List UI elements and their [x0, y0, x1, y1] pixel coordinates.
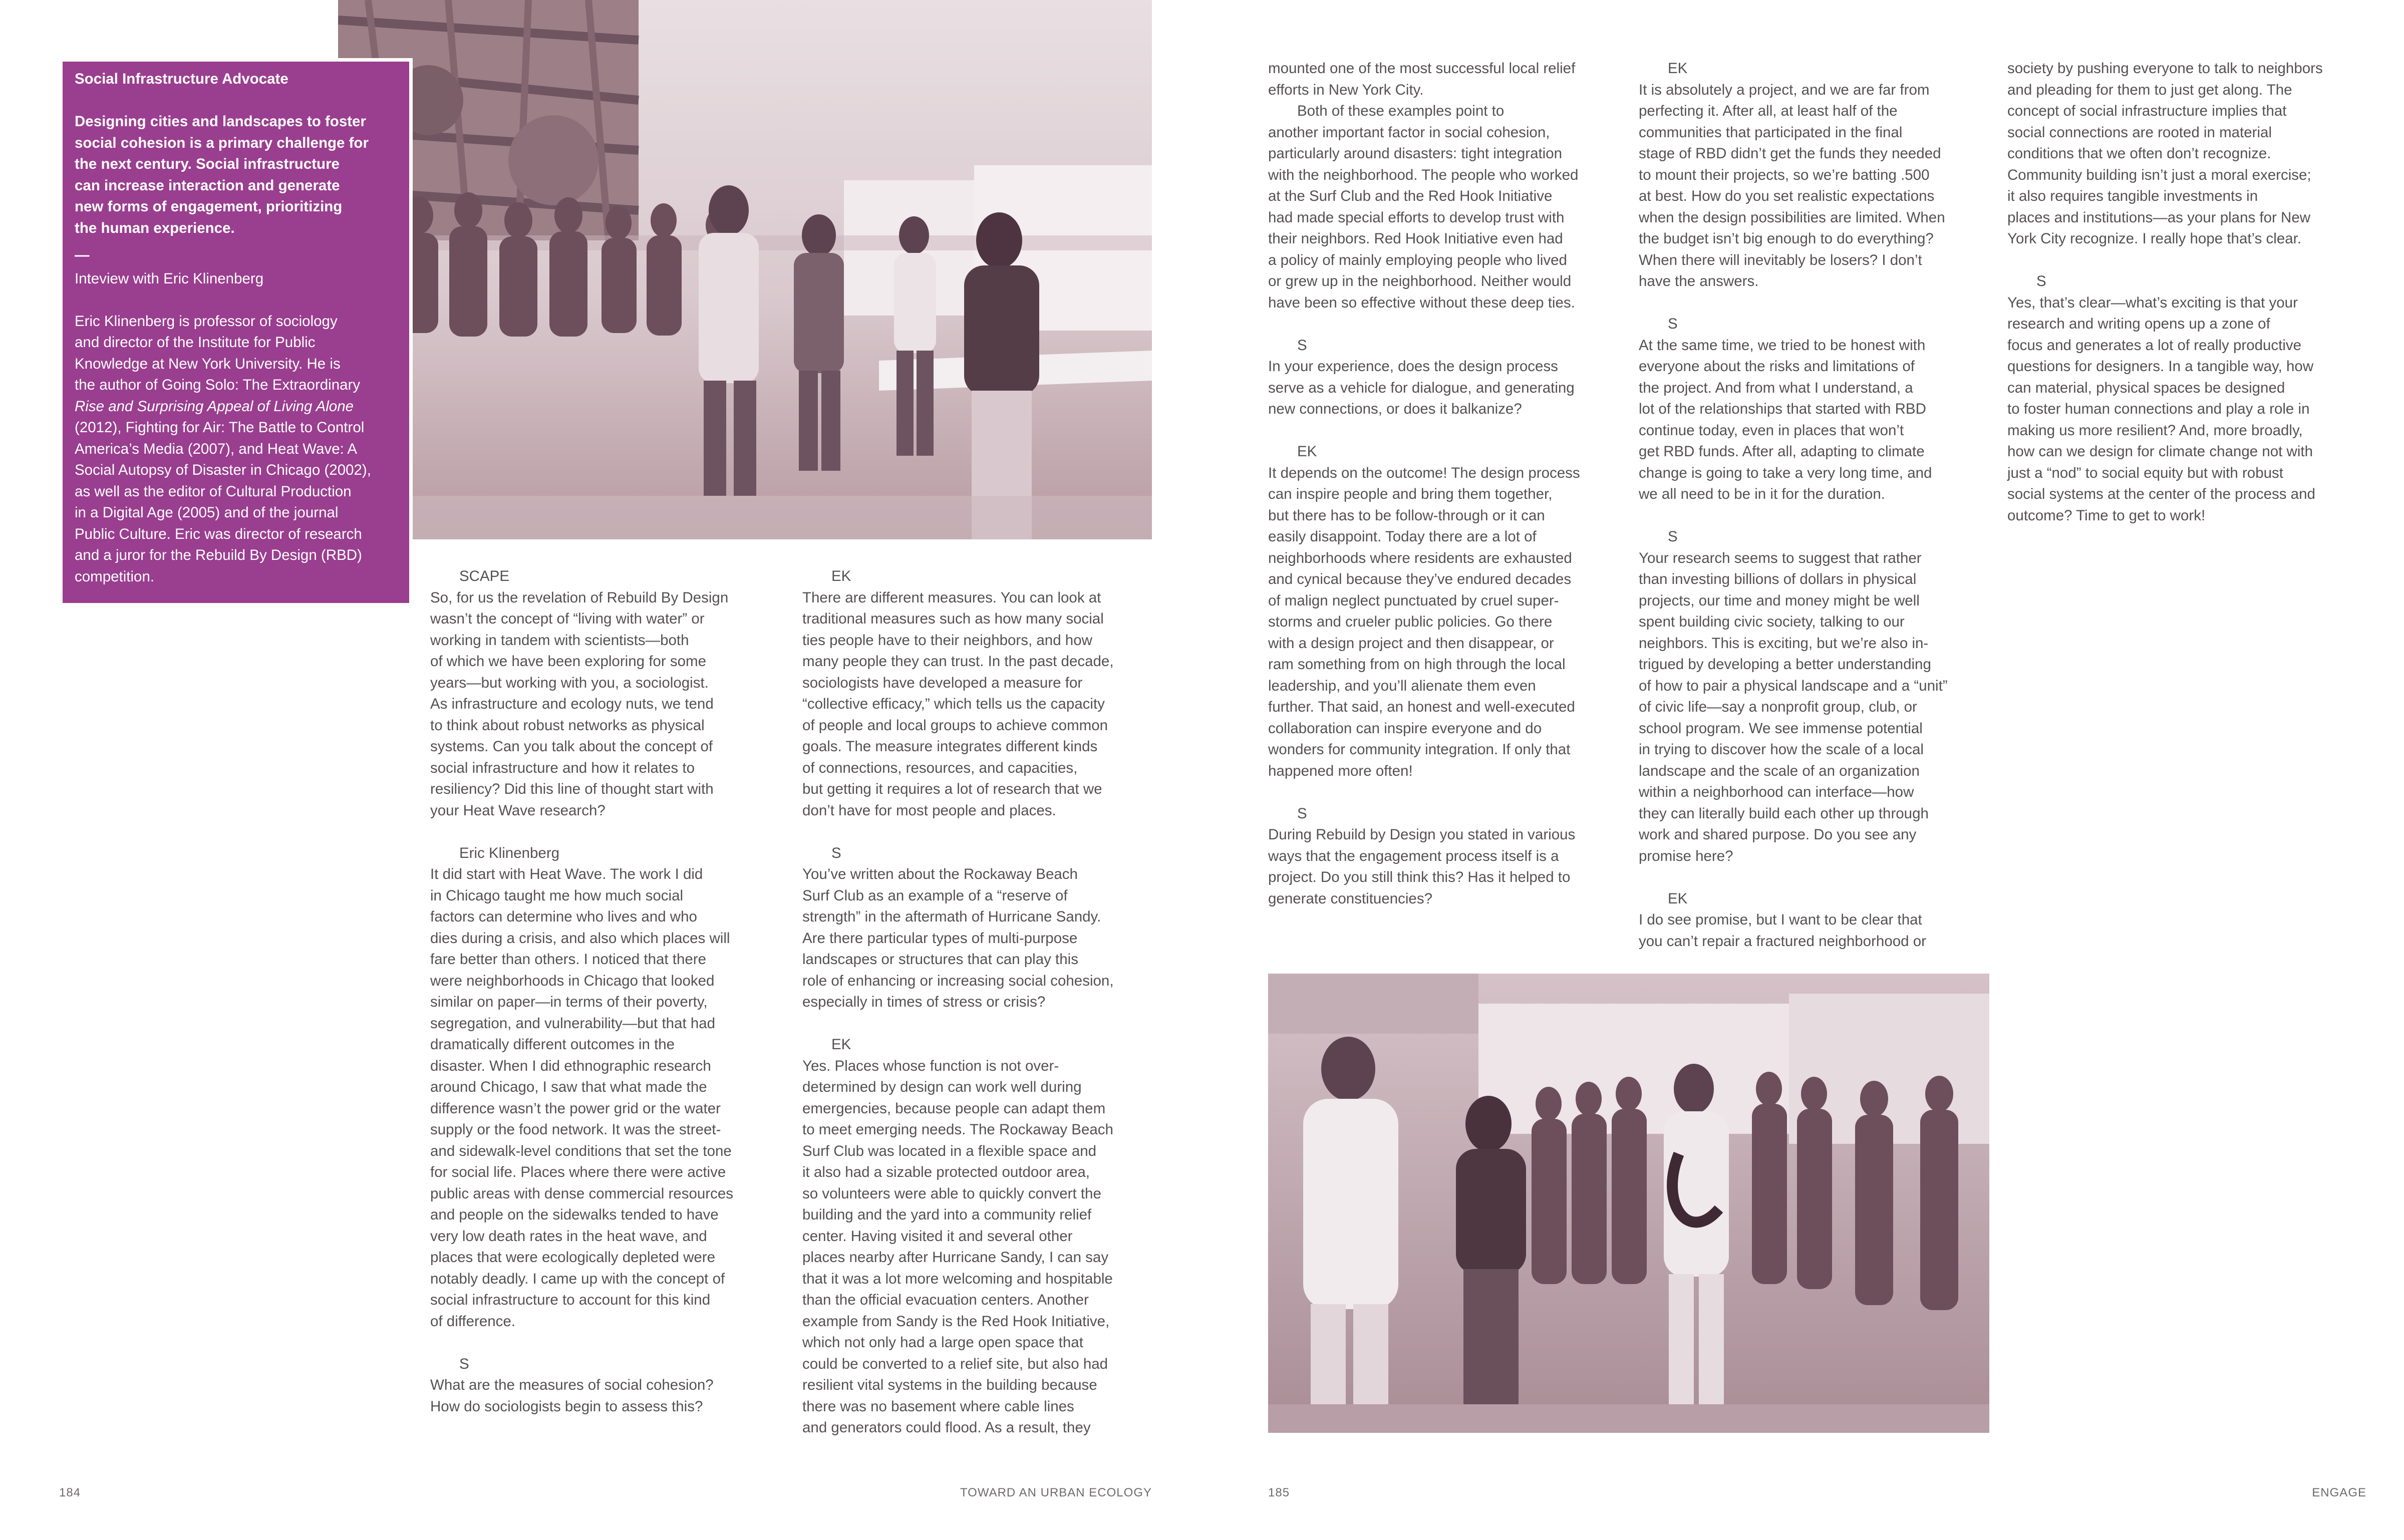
body-line: new connections, or does it balkanize?	[1268, 401, 1522, 417]
body-line: easily disappoint. Today there are a lot of	[1268, 528, 1537, 545]
body-line: ways that the engagement process itself is a	[1268, 847, 1559, 864]
body-line: How do sociologists begin to assess this?	[430, 1398, 703, 1415]
body-line: social infrastructure and how it relates to	[430, 759, 695, 776]
body-line: serve as a vehicle for dialogue, and generating	[1268, 379, 1575, 396]
body-line: within a neighborhood can interface—how	[1639, 784, 1914, 800]
body-line: systems. Can you talk about the concept of	[430, 738, 713, 755]
paragraph-gap	[1639, 292, 1989, 314]
body-line: disaster. When I did ethnographic research	[430, 1057, 711, 1074]
paragraph-gap	[1639, 505, 1989, 527]
body-line: As infrastructure and ecology nuts, we tend	[430, 696, 714, 712]
body-line: factors can determine who lives and who	[430, 908, 697, 925]
body-line: storms and crueler public policies. Go there	[1268, 613, 1553, 630]
body-line: to meet emerging needs. The Rockaway Beach	[802, 1121, 1113, 1138]
body-line: with the neighborhood. The people who worked	[1268, 166, 1579, 183]
folio-right-title: ENGAGE	[2312, 1486, 2366, 1499]
speaker-label: S	[1297, 805, 1307, 822]
body-line: similar on paper—in terms of their poverty,	[430, 994, 708, 1010]
lead-line: social cohesion is a primary challenge for	[75, 134, 369, 151]
body-line: you can’t repair a fractured neighborhood or	[1639, 933, 1926, 950]
body-line: research and writing opens up a zone of	[2007, 316, 2270, 332]
bio-line: Eric Klinenberg is professor of sociology	[75, 313, 338, 330]
body-line: goals. The measure integrates different kinds	[802, 738, 1098, 755]
body-line: Yes. Places whose function is not over-	[802, 1057, 1059, 1074]
body-line: of how to pair a physical landscape and a “unit”	[1639, 677, 1948, 694]
body-line: building and the yard into a community relief	[802, 1206, 1092, 1223]
bio-line: Social Autopsy of Disaster in Chicago (2002),	[75, 462, 371, 478]
body-line: In your experience, does the design process	[1268, 358, 1558, 375]
body-line: Community building isn’t just a moral exercise;	[2007, 166, 2311, 183]
body-line: making us more resilient? And, more broadly,	[2007, 422, 2303, 439]
speaker-label: EK	[1668, 60, 1688, 77]
bio-line: Rise and Surprising Appeal of Living Alone	[75, 398, 354, 415]
body-line: can inspire people and bring them together,	[1268, 486, 1553, 502]
body-line: resiliency? Did this line of thought start with	[430, 781, 714, 797]
paragraph-gap	[1268, 782, 1619, 803]
body-line: emergencies, because people can adapt them	[802, 1100, 1106, 1117]
body-line: Surf Club was located in a flexible space and	[802, 1142, 1097, 1159]
body-line: dramatically different outcomes in the	[430, 1036, 675, 1053]
body-line: During Rebuild by Design you stated in various	[1268, 826, 1576, 843]
body-line: So, for us the revelation of Rebuild By Design	[430, 589, 729, 606]
body-line: they can literally build each other up through	[1639, 805, 1929, 822]
body-line: ties people have to their neighbors, and how	[802, 632, 1092, 649]
body-line: change is going to take a very long time, and	[1639, 464, 1932, 481]
body-line: it also requires tangible investments in	[2007, 188, 2258, 204]
body-line: we all need to be in it for the duration.	[1639, 486, 1885, 502]
lead-line: the human experience.	[75, 219, 235, 236]
body-line: spent building civic society, talking to our	[1639, 613, 1905, 630]
body-line: working in tandem with scientists—both	[430, 632, 689, 649]
sidebar-title: Social Infrastructure Advocate	[75, 71, 288, 87]
body-line: example from Sandy is the Red Hook Initiative,	[802, 1313, 1110, 1330]
body-line: focus and generates a lot of really productive	[2007, 337, 2302, 354]
body-line: It is absolutely a project, and we are far from	[1639, 81, 1930, 98]
body-line: society by pushing everyone to talk to neighbors	[2007, 60, 2323, 77]
body-line: social connections are rooted in material	[2007, 124, 2272, 141]
paragraph-gap	[2007, 250, 2368, 271]
body-line: further. That said, an honest and well-executed	[1268, 699, 1575, 715]
speaker-label: EK	[831, 1036, 851, 1053]
body-line: landscapes or structures that can play this	[802, 951, 1078, 968]
paragraph-gap	[1268, 420, 1619, 442]
body-line: places that were ecologically depleted were	[430, 1249, 716, 1266]
body-line: to think about robust networks as physical	[430, 717, 705, 734]
body-line: and cynical because they’ve endured decades	[1268, 571, 1572, 587]
bio-line: Public Culture. Eric was director of research	[75, 525, 362, 542]
body-line: or grew up in the neighborhood. Neither would	[1268, 273, 1572, 289]
bio-line: (2012), Fighting for Air: The Battle to Control	[75, 419, 365, 436]
body-line: public areas with dense commercial resources	[430, 1185, 734, 1202]
body-line: wonders for community integration. If only that	[1268, 741, 1571, 758]
bio-line: America’s Media (2007), and Heat Wave: A	[75, 440, 358, 457]
body-line: have been so effective without these deep ties.	[1268, 294, 1575, 311]
bio-line: in a Digital Age (2005) and of the journal	[75, 504, 339, 521]
body-line: very low death rates in the heat wave, and	[430, 1227, 707, 1245]
body-line: notably deadly. I came up with the concept of	[430, 1270, 725, 1287]
body-line: Yes, that’s clear—what’s exciting is that your	[2007, 294, 2298, 311]
body-line: communities that participated in the final	[1639, 124, 1903, 141]
body-line: generate constituencies?	[1268, 890, 1433, 907]
body-line: places and institutions—as your plans for New	[2007, 209, 2311, 226]
body-line: traditional measures such as how many social	[802, 610, 1104, 627]
body-line: segregation, and vulnerability—but that had	[430, 1015, 716, 1032]
bio-line: the author of Going Solo: The Extraordinary	[75, 377, 361, 393]
body-line: You’ve written about the Rockaway Beach	[802, 866, 1078, 882]
folio-left-title: TOWARD AN URBAN ECOLOGY	[960, 1486, 1152, 1499]
body-line: had made special efforts to develop trust with	[1268, 209, 1565, 226]
body-line: but getting it requires a lot of research that we	[802, 781, 1102, 797]
body-line: difference wasn’t the power grid or the water	[430, 1100, 721, 1117]
body-line: than investing billions of dollars in physical	[1639, 571, 1917, 587]
body-line: supply or the food network. It was the street-	[430, 1121, 721, 1138]
text-column-3	[1268, 58, 1619, 909]
speaker-label: S	[2036, 273, 2046, 289]
body-line: York City recognize. I really hope that’s clear.	[2007, 230, 2302, 247]
body-line: neighborhoods where residents are exhausted	[1268, 549, 1572, 566]
speaker-label: S	[1668, 316, 1678, 332]
body-line: and sidewalk-level conditions that set the tone	[430, 1142, 732, 1159]
body-line: don’t have for most people and places.	[802, 802, 1056, 819]
body-line: strength” in the aftermath of Hurricane Sandy.	[802, 908, 1101, 925]
sidebar-lead	[75, 111, 397, 239]
body-line: continue today, even in places that won’t	[1639, 422, 1904, 439]
body-line: there was no basement where cable lines	[802, 1398, 1074, 1415]
bio-line: Knowledge at New York University. He is	[75, 355, 341, 372]
body-line: When there will inevitably be losers? I don’t	[1639, 251, 1922, 268]
body-line: project. Do you still think this? Has it helped to	[1268, 869, 1571, 885]
speaker-label: S	[459, 1355, 469, 1372]
body-line: resilient vital systems in the building because	[802, 1377, 1097, 1393]
lead-line: can increase interaction and generate	[75, 177, 340, 194]
speaker-label: SCAPE	[459, 568, 510, 584]
speaker-label: EK	[1668, 890, 1688, 907]
body-line: Are there particular types of multi-purpose	[802, 930, 1078, 947]
speaker-label: EK	[831, 568, 851, 584]
lead-line: new forms of engagement, prioritizing	[75, 198, 343, 215]
body-line: everyone about the risks and limitations of	[1639, 358, 1915, 375]
body-line: your Heat Wave research?	[430, 802, 606, 819]
body-line: center. Having visited it and several other	[802, 1227, 1073, 1245]
sidebar-interview-credit: Inteview with Eric Klinenberg	[75, 270, 264, 287]
body-line: At the same time, we tried to be honest with	[1639, 337, 1926, 354]
body-line: of people and local groups to achieve common	[802, 717, 1108, 734]
body-line: promise here?	[1639, 847, 1733, 864]
body-line: at best. How do you set realistic expectations	[1639, 188, 1935, 204]
paragraph-gap	[430, 821, 776, 843]
body-line: landscape and the scale of an organization	[1639, 762, 1920, 779]
body-line: “collective efficacy,” which tells us the capacity	[802, 696, 1105, 712]
body-line: it also had a sizable protected outdoor area,	[802, 1164, 1090, 1180]
paragraph-gap	[1639, 867, 1989, 888]
text-column-5	[2007, 58, 2368, 526]
folio-left-number: 184	[59, 1486, 81, 1499]
paragraph-gap	[430, 1332, 776, 1354]
body-line: social infrastructure to account for this kind	[430, 1292, 711, 1308]
body-line: with a design project and then disappear, or	[1268, 635, 1554, 652]
body-line: that it was a lot more welcoming and hospitable	[802, 1270, 1113, 1287]
sidebar-bio	[75, 311, 397, 588]
body-line: can material, physical spaces be designed	[2007, 379, 2285, 396]
body-line: how can we design for climate change not with	[2007, 443, 2313, 460]
sidebar-intro-box	[59, 58, 413, 606]
body-line: work and shared purpose. Do you see any	[1639, 826, 1917, 843]
body-line: many people they can trust. In the past decade,	[802, 653, 1114, 670]
paragraph-gap	[1268, 314, 1619, 335]
speaker-label: EK	[1297, 443, 1317, 460]
body-line: years—but working with you, a sociologist.	[430, 674, 709, 691]
text-column-2	[802, 566, 1153, 1439]
body-line: Surf Club as an example of a “reserve of	[802, 887, 1068, 904]
body-line: leadership, and you’ll alienate them even	[1268, 677, 1536, 694]
body-line: It depends on the outcome! The design process	[1268, 464, 1580, 481]
body-line: have the answers.	[1639, 273, 1759, 289]
body-line: their neighbors. Red Hook Initiative even had	[1268, 230, 1563, 247]
paragraph-gap	[802, 1013, 1153, 1035]
body-line: just a “nod” to social equity but with robust	[2007, 464, 2283, 481]
body-line: sociologists have developed a measure for	[802, 674, 1083, 691]
text-column-4	[1639, 58, 1989, 952]
body-line: dies during a crisis, and also which places will	[430, 930, 730, 947]
body-line: and generators could flood. As a result, they	[802, 1419, 1091, 1436]
body-line: to foster human connections and play a role in	[2007, 401, 2310, 417]
body-line: particularly around disasters: tight integration	[1268, 145, 1563, 162]
body-line: outcome? Time to get to work!	[2007, 507, 2206, 524]
body-line: stage of RBD didn’t get the funds they needed	[1639, 145, 1941, 162]
body-line: role of enhancing or increasing social cohesion,	[802, 972, 1114, 989]
body-line: happened more often!	[1268, 762, 1413, 779]
body-line: were neighborhoods in Chicago that looked	[430, 972, 715, 989]
body-line: conditions that we often don’t recognize.	[2007, 145, 2271, 162]
body-line: fare better than others. I noticed that there	[430, 951, 707, 968]
bio-line: and director of the Institute for Public	[75, 334, 316, 351]
photo-walking-tour-2	[1268, 974, 1989, 1433]
body-line: questions for designers. In a tangible way, how	[2007, 358, 2314, 375]
body-line: at the Surf Club and the Red Hook Initiative	[1268, 188, 1553, 204]
body-line: social systems at the center of the process and	[2007, 486, 2315, 502]
paragraph-gap	[802, 821, 1153, 843]
body-line: school program. We see immense potential	[1639, 720, 1923, 737]
body-line: ram something from on high through the local	[1268, 656, 1566, 673]
lead-line: Designing cities and landscapes to foster	[75, 113, 366, 130]
body-line: a policy of mainly employing people who lived	[1268, 251, 1567, 268]
speaker-label: Eric Klinenberg	[459, 844, 560, 861]
body-line: and people on the sidewalks tended to have	[430, 1206, 719, 1223]
bio-line: and a juror for the Rebuild By Design (RBD)	[75, 547, 362, 563]
body-line: perfecting it. After all, at least half of the	[1639, 103, 1898, 119]
photo-walking-tour-1	[338, 0, 1152, 539]
bio-line: as well as the editor of Cultural Production	[75, 483, 352, 500]
text-column-1	[430, 566, 776, 1417]
body-line: and pleading for them to just get along. The	[2007, 81, 2292, 98]
body-line: wasn’t the concept of “living with water” or	[430, 610, 705, 627]
body-line: especially in times of stress or crisis?	[802, 994, 1046, 1010]
body-line: projects, our time and money might be well	[1639, 592, 1920, 609]
body-line: get RBD funds. After all, adapting to climate	[1639, 443, 1925, 460]
speaker-label: S	[1668, 528, 1678, 545]
body-line: Your research seems to suggest that rather	[1639, 549, 1922, 566]
body-line: It did start with Heat Wave. The work I did	[430, 866, 703, 882]
body-line: mounted one of the most successful local relief	[1268, 60, 1576, 77]
body-line: around Chicago, I saw that what made the	[430, 1079, 707, 1095]
body-line: to mount their projects, so we’re batting .500	[1639, 166, 1930, 183]
body-line: collaboration can inspire everyone and do	[1268, 720, 1542, 737]
body-line: There are different measures. You can look at	[802, 589, 1101, 606]
body-line: the project. And from what I understand, a	[1639, 379, 1913, 396]
speaker-label: S	[1297, 337, 1307, 354]
body-line: another important factor in social cohesion,	[1268, 124, 1550, 141]
lead-line: the next century. Social infrastructure	[75, 156, 340, 172]
body-line: What are the measures of social cohesion?	[430, 1377, 714, 1393]
body-line: when the design possibilities are limited. When	[1639, 209, 1945, 226]
body-line: of connections, resources, and capacities,	[802, 759, 1078, 776]
body-line: but there has to be follow-through or it can	[1268, 507, 1545, 524]
body-line: which not only had a large open space that	[802, 1334, 1083, 1351]
speaker-label: S	[831, 844, 841, 861]
folio-right-number: 185	[1268, 1486, 1290, 1499]
body-line: determined by design can work well during	[802, 1079, 1082, 1095]
body-line: of which we have been exploring for some	[430, 653, 706, 670]
body-line: of civic life—say a nonprofit group, club, or	[1639, 699, 1917, 715]
body-line: places nearby after Hurricane Sandy, I can say	[802, 1249, 1109, 1266]
sidebar-dash: —	[75, 247, 90, 263]
body-line: concept of social infrastructure implies that	[2007, 103, 2287, 119]
speaker-label: Both of these examples point to	[1297, 103, 1505, 119]
body-line: in Chicago taught me how much social	[430, 887, 684, 904]
body-line: neighbors. This is exciting, but we’re also in-	[1639, 635, 1929, 652]
body-line: efforts in New York City.	[1268, 81, 1424, 98]
bio-line: competition.	[75, 568, 155, 585]
body-line: for social life. Places where there were active	[430, 1164, 726, 1180]
body-line: could be converted to a relief site, but also had	[802, 1355, 1108, 1372]
body-line: than the official evacuation centers. Another	[802, 1292, 1089, 1308]
body-line: I do see promise, but I want to be clear that	[1639, 911, 1922, 928]
body-line: in trying to discover how the scale of a local	[1639, 741, 1924, 758]
body-line: of difference.	[430, 1313, 516, 1330]
body-line: the budget isn’t big enough to do everything?	[1639, 230, 1934, 247]
body-line: trigued by developing a better understanding	[1639, 656, 1931, 673]
body-line: of malign neglect punctuated by cruel super-	[1268, 592, 1559, 609]
body-line: so volunteers were able to quickly convert the	[802, 1185, 1101, 1202]
body-line: lot of the relationships that started with RBD	[1639, 401, 1926, 417]
